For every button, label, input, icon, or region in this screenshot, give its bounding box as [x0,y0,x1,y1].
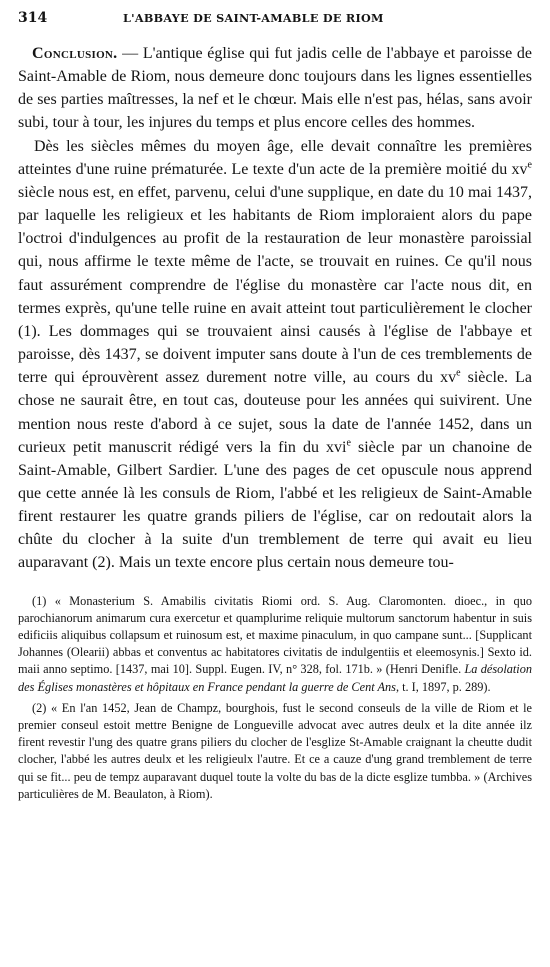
page-number: 314 [18,10,48,26]
footnote-1 [18,593,532,696]
superscript-e: e [527,159,532,171]
footnote-1-ref: , t. I, 1897, p. 289). [395,679,491,694]
conclusion-label: Conclusion. [32,45,118,62]
paragraph-1-text: — L'antique église qui fut jadis celle de l'abbaye et paroisse de Saint-Amable de Riom, nous demeure donc toujours dans les lignes essentielles de ses parties maîtresses, la nef et le chœur. Mais elle n'est pas, hélas, sans avoir subi, tour à tour, les injures du temps et plus encore celles des hommes. [18,45,532,132]
paragraph-2-text-b: siècle nous est, en effet, parvenu, celui d'une supplique, en date du 10 mai 1437, par laquelle les religieux et les habitants de Riom imploraient alors du pape l'octroi d'indulgences au profit de la restauration de leur monastère paroissial qui, nous affirme le texte même de l'acte, se trouvait en ruines. Ce qu'il nous faut assurément comprendre de l'église du monastère car l'acte nous dit, en termes exprès, qu'une telle ruine en avait atteint tout particulièrement le clocher (1). Les dommages qui se trouvaient ainsi causés à l'église de l'abbaye et paroisse, dès 1437, se doivent imputer sans doute à l'un de ces tremblements de terre qui éprouvèrent assez durement notre ville, au cours du xv [18,183,532,387]
book-page [18,8,532,807]
superscript-e: e [346,437,351,449]
footnotes [18,593,532,803]
paragraph-2 [18,135,532,575]
paragraph-conclusion [18,42,532,135]
main-text [18,42,532,575]
paragraph-2-text-d: siècle par un chanoine de Saint-Amable, Gilbert Sardier. L'une des pages de cet opuscule nous apprend que cette année là les consuls de Riom, l'abbé et les religieux de Saint-Amable firent restaurer les quatre grands piliers de l'église, car on redoutait alors la chûte du clocher à la suite d'un tremblement de terre qui avait eu lieu auparavant (2). Mais un texte encore plus certain nous demeure tou- [18,438,533,572]
running-title: L'ABBAYE DE SAINT-AMABLE DE RIOM [123,11,384,25]
page-header [18,8,532,32]
footnote-1-text: (1) « Monasterium S. Amabilis civitatis Riomi ord. S. Aug. Claromonten. dioec., in quo parochianorum animarum cura exercetur et quamplurime reliquie multorum sanctorum habentur in suis edificiis aliquibus collapsum et ruinosum est, et maxime pinaculum, in quo campane sunt... [Supplicant Johannes (Olearii) abbas et conventus ac habitatores civitatis de indulgentiis et eleemosynis.] Sexto id. maii anno septimo. [1437, mai 10]. Suppl. Eugen. IV, n° 328, fol. 171b. » (Henri Denifle. [18,593,532,677]
footnote-2-text: (2) « En l'an 1452, Jean de Champz, bourghois, fust le second conseuls de la ville de Riom et le premier conseul estoit mettre Benigne de Longueville advocat avec autres deulx et la dite année ilz firent revestir l'ung des quatre grans piliers du clocher de l'esglize St-Amable craignant la cheutte dudit clocher, l'abbé les autres deulx et les religieulx l'autre. Et ce a cauze d'ung grand tremblement de terre qui se fit... peu de tempz auparavant duquel toute la volte du bas de la dicte esglize tumbba. » (Archives particulières de M. Beaulaton, à Riom). [18,700,532,801]
paragraph-2-text-c: siècle. La chose ne saurait être, en tout cas, douteuse pour les années qui suivirent. Une mention nous reste d'abord à ce sujet, sous la date de l'année 1452, dans un curieux petit manuscrit rédigé vers la fin du xvi [18,369,532,456]
paragraph-2-text-a: Dès les siècles mêmes du moyen âge, elle devait connaître les premières atteintes d'une ruine prématurée. Le texte d'un acte de la première moitié du xv [18,137,532,178]
superscript-e: e [456,367,461,379]
footnote-2 [18,700,532,803]
footnote-1-title: La désolation des Églises monastères et hôpitaux en France pendant la guerre de Cent Ans [18,662,533,694]
